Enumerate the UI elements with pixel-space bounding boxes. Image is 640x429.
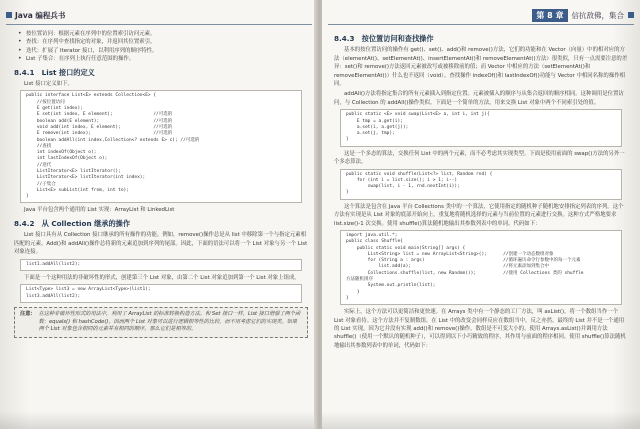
note-box [14,307,308,338]
paragraph: 基本的按位置访问的操作有 get()、set()、add()和 remove()方法，它们的功能和在 Vector（向量）中的相对应的方法（elementAt()、setElementAt()、insertElementAt()和 removeElementAt()方法）很类似，只有一点需要注意的差异：set()和 remove()方法返回元素被改写或被移除前的值；而 Vector 中相应的方法（setElementAt()和 removeElementAt()）什么也不返回（void）。查找操作 indexOf()和 lastIndexOf()功能与 Vector 中相同名称的操作相同。 [334,47,628,88]
bullet-item: • 按位置访问：根据元素在序列中的位置索引访问元素。 [26,30,308,38]
book-title-text: Java 编程兵书 [15,10,66,20]
code-block: public interface List<E> extends Collection<E> { //按位置访问 E get(int index); E set(int index, E element); //可选的 boolean add(E element); //可选的 void add(int index, E element); //可选的 E remove(int index); //可选的 boolean addAll(int index,Collection<? extends E> c); //可选的 //查找 int indexOf(Object o); int lastIndexOf(Object o); //迭代 ListIterator<E> listIterator(); ListIterator<E> listIterator(int index); //子集合 List<E> subList(int from, int to); } [20,90,302,203]
code-block: import java.util.*; public class Shuffle{ public static void main(String[] args) { List<String> list = new ArrayList<String>(); //创建一个动态数组对象 for (String a : args) //循环遍历命令行参数中的每一个元素 list.add(a); //将元素添加到集合中 Collections.shuffle(list, new Random()); //使用 Collections 类的 shuffle 方法随机排序 System.out.println(list); } } [340,230,622,305]
code-block: public static void shuffle(List<?> list, Random rnd) { for (int i = list.size(); i > 1; i--) swap(list, i - 1, rnd.nextInt(i)); } [340,169,622,200]
note-label: 注意： [20,310,36,317]
right-page [322,0,640,429]
left-page-content [14,30,308,338]
square-icon [628,12,634,18]
section-heading: 8.4.2 从 Collection 继承的操作 [14,218,131,228]
code-block: public static <E> void swap(List<E> a, int i, int j){ E tmp = a.get(i); a.set(i, a.get(j)); a.set(j, tmp); } [340,109,622,146]
paragraph: 这个算法是包含在 Java 平台 Collections 类中的一个算法，它使用指定的随机种子随机地安排指定列表的序列。这个方法有实现是从 List 对象的底部开始向上，重复地将随机选择的元素与当前位置的元素进行交换。这种方式严格地要求 list.size()-1 次交换。使用 shuffle()算法随机地输出其参数列表中的单词。代码如下： [334,203,624,227]
paragraph: 这是一个多态的算法，交换任何 List 中的两个元素，而不必考虑其实现类型。下面是使用前面的 swap()方法的另外一个多态算法。 [334,150,625,166]
left-page [0,0,318,429]
bullet-list [14,30,308,64]
bullet-item: • 查找：在序列中查找指定的对象，并返回其位置索引。 [26,38,308,46]
paragraph: List 接口具有从 Collection 接口继承的所有操作的功能。例如，remove()操作总是从 list 中移除第一个与指定元素相匹配的元素。Add()和 addAll()操作总将新的元素追加到序列的尾部。因此，下面的语法可以将一个 List 对象与另一个 List 对象连接。 [14,232,308,256]
bullet-item: • 迭代：扩展了 Iterator 接口，以利用序列的顺序特性。 [26,47,308,55]
note-text: 在这种非破坏性形式的用法中，利用了 ArrayList 的标准转换构造方法。和 Set 接口一样，List 接口增强了两个函数：equals() 和 hashCode()，因而两个 List 对象可以进行逻辑相等性的比较，而不用考虑它们的实现类。如果两个 List 对象包含相同的元素并有相同的顺序，那么它们是相等的。 [38,310,301,333]
section-heading: 8.4.3 按位置访问和查找操作 [334,34,434,43]
page-shadow [322,411,640,429]
page-shadow [0,411,318,429]
code-block: List<Type> list3 = new ArrayList<Type>(list1); list3.addAll(list2); [20,284,302,303]
chapter-header [532,9,634,22]
book-title [6,10,65,21]
paragraph: 实际上，这个方法可以更简洁和更快速。在 Arrays 类中有一个静态的工厂方法，叫 asList()，将一个数组当作一个 List 对象看待。这个方法并不复制数组。在 List 中的改变会同样反应在数组当中，反之亦然。最终的 List 并不是一个通用的 List 实现，因为它并没有实现 add()和 remove()操作，数组是不可变大小的。使用 Arrays.asList()并调用方法 shuffle()（使用一个默认的随机种子），可以得到以下小巧精致的程序，其作用与前面的程序相同。使用 shuffle()算法随机地输出其参数列表中的单词，代码如下： [334,309,626,349]
right-page-content [334,30,628,352]
paragraph: List 接口定义如下。 [24,81,73,88]
chapter-number: 第 8 章 [532,9,567,22]
paragraph: addAll()方法将指定集合的所有元素插入到指定位置。元素被插入的顺序与从集合返回的顺序相同。这种调用是位置访问，与 Collection 的 addAll()操作类似。下面是一个简单的方法，用来交换 List 对象中两个不同索引处的值。 [334,91,624,106]
bullet-item: • List 子集合：在序列上执行任意范围的操作。 [26,55,308,63]
square-icon [6,12,12,18]
section-heading: 8.4.1 List 接口的定义 [14,67,95,77]
running-head [328,6,634,25]
running-head [6,6,312,25]
paragraph: 下面是一个这种用法的非破坏性的形式，创建第三个 List 对象，由第二个 List 对象追加到第一个 List 对象上组成。 [24,274,300,281]
paragraph: Java 平台包含两个通用的 List 实现：ArrayList 和 LinkedList [24,207,175,214]
chapter-title: 信抗敌佛，集合 [571,10,624,20]
code-block: list1.addAll(list2); [20,259,302,271]
